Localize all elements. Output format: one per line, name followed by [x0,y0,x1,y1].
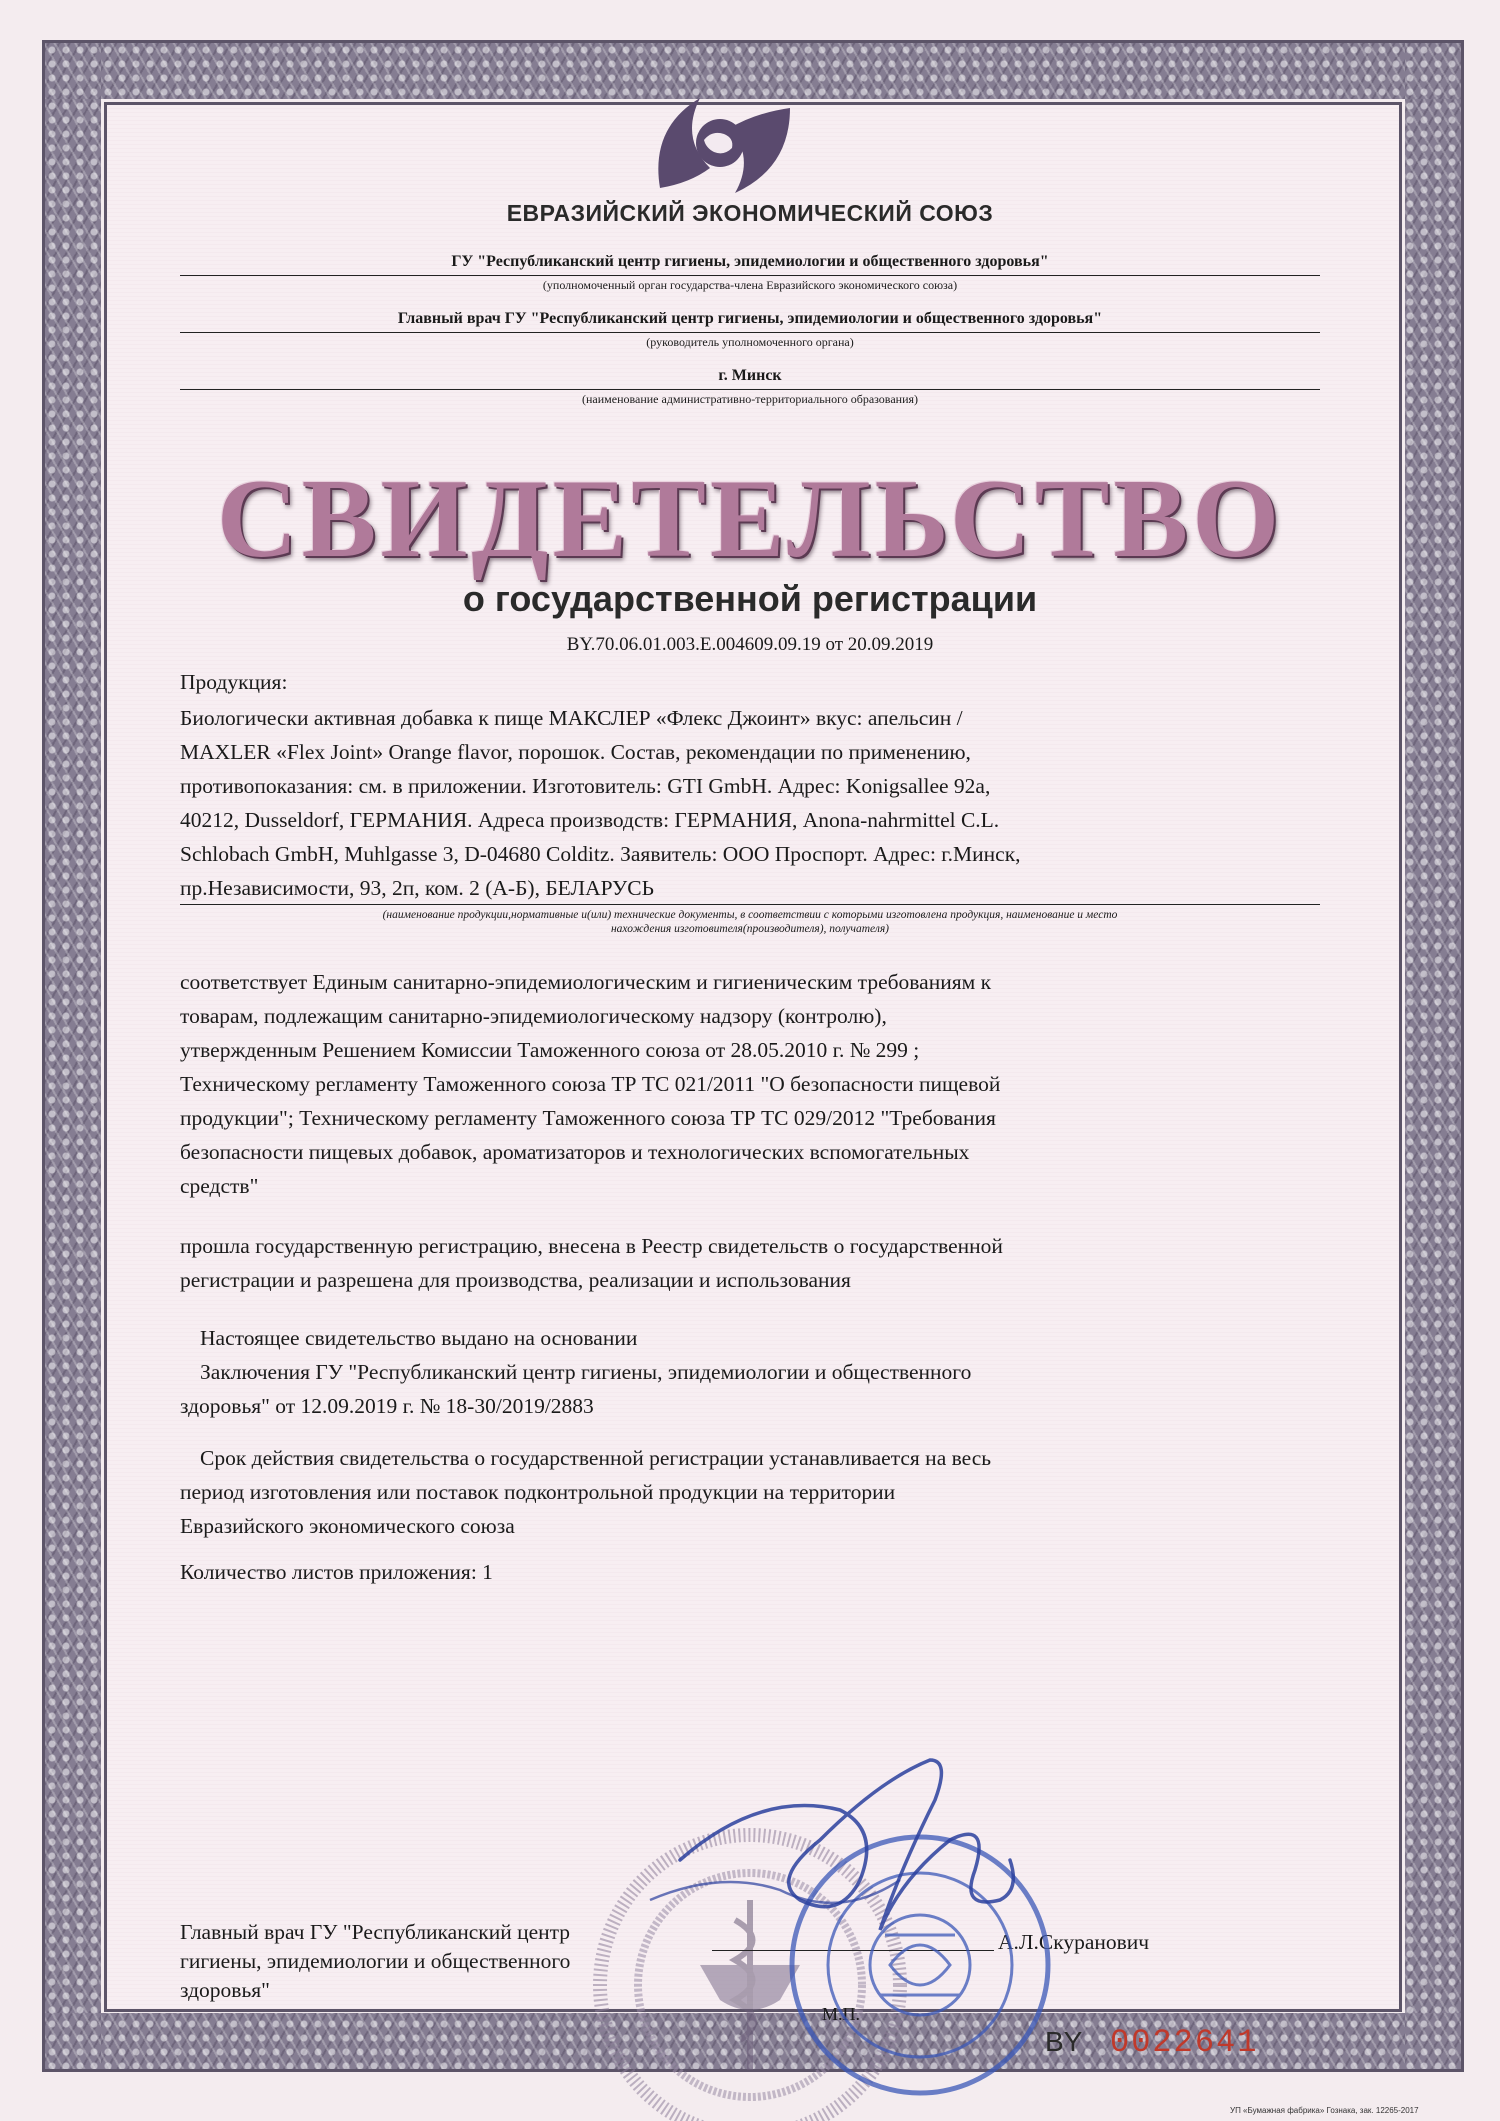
basis-line: здоровья" от 12.09.2019 г. № 18-30/2019/2883 [180,1394,594,1418]
product-rule [180,904,1320,905]
product-line: пр.Независимости, 93, 2п, ком. 2 (А-Б), БЕЛАРУСЬ [180,876,654,900]
stamp-place-label: М.П. [822,2004,861,2024]
validity-line: Евразийского экономического союза [180,1514,515,1538]
conformity-line: соответствует Единым санитарно-эпидемиологическим и гигиеническим требованиям к [180,970,992,994]
product-line: 40212, Dusseldorf, ГЕРМАНИЯ. Адреса производств: ГЕРМАНИЯ, Anona-nahrmittel C.L. [180,808,1000,832]
signature-rule [712,1950,994,1951]
registration-line: прошла государственную регистрацию, внесена в Реестр свидетельств о государственной [180,1234,1003,1258]
signer-position-line: здоровья" [180,1978,270,2002]
basis-line: Настоящее свидетельство выдано на основании [200,1326,638,1350]
signer-position [180,1918,570,2005]
conformity-line: Техническому регламенту Таможенного союза ТР ТС 021/2011 "О безопасности пищевой [180,1072,1001,1096]
conformity-line: безопасности пищевых добавок, ароматизаторов и технологических вспомогательных [180,1140,970,1164]
registration-line: регистрации и разрешена для производства, реализации и использования [180,1268,851,1292]
product-line: Schlobach GmbH, Muhlgasse 3, D-04680 Colditz. Заявитель: ООО Проспорт. Адрес: г.Минск, [180,842,1021,866]
basis-line: Заключения ГУ "Республиканский центр гигиены, эпидемиологии и общественного [200,1360,972,1384]
head-caption: (руководитель уполномоченного органа) [646,335,854,349]
city-rule [180,389,1320,390]
conformity-line: средств" [180,1174,259,1198]
registration-number: BY.70.06.01.003.E.004609.09.19 от 20.09.2019 [566,634,934,655]
conformity-line: продукции"; Техническому регламенту Таможенного союза ТР ТС 029/2012 "Требования [180,1106,996,1130]
product-label: Продукция: [180,670,288,694]
validity-line: Срок действия свидетельства о государственной регистрации устанавливается на весь [200,1446,992,1470]
signer-position-line: гигиены, эпидемиологии и общественного [180,1949,571,1973]
eaeu-emblem-icon [640,68,800,218]
serial-number: 0022641 [1110,2024,1259,2061]
printer-note: УП «Бумажная фабрика» Гознака, зак. 12265-2017 [1230,2106,1419,2115]
city-caption: (наименование административно-территориального образования) [581,392,919,406]
product-line: Биологически активная добавка к пище МАКСЛЕР «Флекс Джоинт» вкус: апельсин / [180,706,963,730]
authority-caption: (уполномоченный орган государства-члена Евразийского экономического союза) [542,278,958,292]
certificate-title: СВИДЕТЕЛЬСТВО [216,457,1284,581]
product-caption: нахождения изготовителя(производителя), получателя) [610,923,890,935]
authority-name: ГУ "Республиканский центр гигиены, эпидемиологии и общественного здоровья" [451,253,1049,270]
serial-prefix: BY [1045,2026,1083,2057]
appendix-count: Количество листов приложения: 1 [180,1560,493,1584]
product-line: MAXLER «Flex Joint» Orange flavor, порошок. Состав, рекомендации по применению, [180,740,971,764]
city-name: г. Минск [718,367,782,384]
authority-rule [180,275,1320,276]
union-name: ЕВРАЗИЙСКИЙ ЭКОНОМИЧЕСКИЙ СОЮЗ [506,200,994,226]
product-line: противопоказания: см. в приложении. Изготовитель: GTI GmbH. Адрес: Konigsallee 92a, [180,774,991,798]
signer-position-line: Главный врач ГУ "Республиканский центр [180,1920,571,1944]
certificate-subtitle: о государственной регистрации [462,578,1038,619]
product-caption: (наименование продукции,нормативные и(или) технические документы, в соответствии с которыми изготовлена продукция, наименование и место [382,909,1118,921]
head-name: Главный врач ГУ "Республиканский центр гигиены, эпидемиологии и общественного здоровья" [397,310,1103,327]
head-rule [180,332,1320,333]
conformity-line: товарам, подлежащим санитарно-эпидемиологическому надзору (контролю), [180,1004,887,1028]
conformity-line: утвержденным Решением Комиссии Таможенного союза от 28.05.2010 г. № 299 ; [180,1038,920,1062]
validity-line: период изготовления или поставок подконтрольной продукции на территории [180,1480,896,1504]
signer-name: А.Л.Скуранович [998,1930,1150,1954]
